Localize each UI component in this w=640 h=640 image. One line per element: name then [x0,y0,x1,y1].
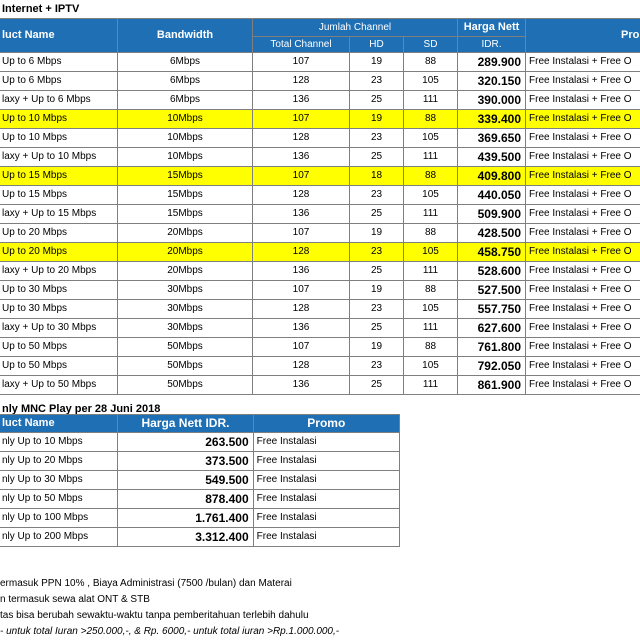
sd-cell: 105 [404,72,458,91]
price-cell: 263.500 [118,433,253,452]
sec-header-promo: Promo [253,415,399,433]
product-name: Up to 10 Mbps [0,129,118,148]
product-name: Up to 50 Mbps [0,357,118,376]
sd-cell: 105 [404,357,458,376]
product-name: nly Up to 100 Mbps [0,509,118,528]
price-cell: 1.761.400 [118,509,253,528]
table-row [0,528,400,547]
table-row [0,376,640,395]
price-cell: 527.500 [458,281,526,300]
header-jumlah-channel: Jumlah Channel [253,19,458,37]
internet-only-price-table [0,414,400,547]
sd-cell: 88 [404,167,458,186]
sd-cell: 111 [404,91,458,110]
promo-cell: Free Instalasi [253,490,399,509]
price-cell: 458.750 [458,243,526,262]
promo-cell: Free Instalasi + Free O [526,262,640,281]
sd-cell: 105 [404,129,458,148]
price-cell: 792.050 [458,357,526,376]
total-channel-cell: 128 [253,129,350,148]
total-channel-cell: 107 [253,224,350,243]
secondary-table-title: nly MNC Play per 28 Juni 2018 [2,403,161,415]
table-row [0,452,400,471]
table-row [0,490,400,509]
header-sd: SD [404,37,458,53]
promo-cell: Free Instalasi + Free O [526,338,640,357]
total-channel-cell: 136 [253,91,350,110]
product-name: Up to 20 Mbps [0,224,118,243]
bandwidth-cell: 50Mbps [118,357,253,376]
product-name: nly Up to 10 Mbps [0,433,118,452]
hd-cell: 23 [350,300,404,319]
promo-cell: Free Instalasi [253,509,399,528]
price-cell: 3.312.400 [118,528,253,547]
product-name: Up to 30 Mbps [0,281,118,300]
bandwidth-cell: 15Mbps [118,186,253,205]
product-name: Up to 50 Mbps [0,338,118,357]
promo-cell: Free Instalasi [253,471,399,490]
promo-cell: Free Instalasi + Free O [526,319,640,338]
table-row [0,509,400,528]
hd-cell: 23 [350,72,404,91]
product-name: laxy + Up to 20 Mbps [0,262,118,281]
total-channel-cell: 107 [253,53,350,72]
bandwidth-cell: 20Mbps [118,224,253,243]
sec-header-product-name: luct Name [0,415,118,433]
price-cell: 373.500 [118,452,253,471]
table-row [0,205,640,224]
total-channel-cell: 107 [253,110,350,129]
price-cell: 320.150 [458,72,526,91]
table-row [0,262,640,281]
sd-cell: 111 [404,148,458,167]
product-name: laxy + Up to 50 Mbps [0,376,118,395]
product-name: nly Up to 200 Mbps [0,528,118,547]
table-row [0,53,640,72]
hd-cell: 18 [350,167,404,186]
product-name: nly Up to 20 Mbps [0,452,118,471]
bandwidth-cell: 15Mbps [118,167,253,186]
main-price-table [0,18,640,395]
hd-cell: 25 [350,91,404,110]
sd-cell: 88 [404,110,458,129]
product-name: Up to 15 Mbps [0,167,118,186]
hd-cell: 19 [350,281,404,300]
promo-cell: Free Instalasi + Free O [526,300,640,319]
product-name: laxy + Up to 10 Mbps [0,148,118,167]
product-name: Up to 6 Mbps [0,72,118,91]
hd-cell: 23 [350,129,404,148]
promo-cell: Free Instalasi + Free O [526,167,640,186]
product-name: Up to 20 Mbps [0,243,118,262]
table-row [0,186,640,205]
table-row [0,433,400,452]
promo-cell: Free Instalasi + Free O [526,376,640,395]
promo-cell: Free Instalasi + Free O [526,129,640,148]
product-name: Up to 15 Mbps [0,186,118,205]
promo-cell: Free Instalasi + Free O [526,110,640,129]
table-row [0,338,640,357]
product-name: laxy + Up to 30 Mbps [0,319,118,338]
hd-cell: 25 [350,148,404,167]
promo-cell: Free Instalasi + Free O [526,186,640,205]
price-cell: 409.800 [458,167,526,186]
total-channel-cell: 128 [253,300,350,319]
header-promo: Pro [526,19,640,53]
hd-cell: 19 [350,224,404,243]
header-harga-nett: Harga Nett [458,19,526,37]
hd-cell: 19 [350,110,404,129]
sd-cell: 111 [404,205,458,224]
total-channel-cell: 128 [253,243,350,262]
price-cell: 557.750 [458,300,526,319]
note-1: ermasuk PPN 10% , Biaya Administrasi (7500 /bulan) dan Materai [0,578,292,589]
hd-cell: 23 [350,186,404,205]
note-3: tas bisa berubah sewaktu-waktu tanpa pemberitahuan terlebih dahulu [0,610,309,621]
product-name: laxy + Up to 6 Mbps [0,91,118,110]
price-cell: 549.500 [118,471,253,490]
hd-cell: 19 [350,338,404,357]
note-2: n termasuk sewa alat ONT & STB [0,594,150,605]
price-cell: 289.900 [458,53,526,72]
hd-cell: 23 [350,243,404,262]
price-cell: 339.400 [458,110,526,129]
table-row-highlighted [0,110,640,129]
price-cell: 439.500 [458,148,526,167]
total-channel-cell: 128 [253,186,350,205]
sd-cell: 105 [404,186,458,205]
product-name: laxy + Up to 15 Mbps [0,205,118,224]
promo-cell: Free Instalasi + Free O [526,91,640,110]
header-hd: HD [350,37,404,53]
product-name: nly Up to 50 Mbps [0,490,118,509]
total-channel-cell: 136 [253,319,350,338]
table-row-highlighted [0,167,640,186]
bandwidth-cell: 15Mbps [118,205,253,224]
bandwidth-cell: 20Mbps [118,243,253,262]
price-cell: 878.400 [118,490,253,509]
price-cell: 440.050 [458,186,526,205]
product-name: Up to 10 Mbps [0,110,118,129]
total-channel-cell: 136 [253,148,350,167]
bandwidth-cell: 30Mbps [118,300,253,319]
promo-cell: Free Instalasi + Free O [526,357,640,376]
sd-cell: 111 [404,262,458,281]
total-channel-cell: 128 [253,357,350,376]
table-row [0,224,640,243]
bandwidth-cell: 6Mbps [118,53,253,72]
header-idr: IDR. [458,37,526,53]
promo-cell: Free Instalasi + Free O [526,243,640,262]
bandwidth-cell: 50Mbps [118,338,253,357]
sec-header-harga: Harga Nett IDR. [118,415,253,433]
hd-cell: 23 [350,357,404,376]
table-row [0,357,640,376]
product-name: Up to 6 Mbps [0,53,118,72]
table-row [0,148,640,167]
table-row [0,300,640,319]
table-row [0,72,640,91]
sd-cell: 88 [404,224,458,243]
sd-cell: 88 [404,281,458,300]
price-cell: 390.000 [458,91,526,110]
header-product-name: luct Name [0,19,118,53]
bandwidth-cell: 10Mbps [118,129,253,148]
promo-cell: Free Instalasi + Free O [526,224,640,243]
hd-cell: 25 [350,376,404,395]
sd-cell: 111 [404,319,458,338]
promo-cell: Free Instalasi [253,452,399,471]
bandwidth-cell: 10Mbps [118,148,253,167]
table-row [0,91,640,110]
bandwidth-cell: 6Mbps [118,72,253,91]
price-cell: 509.900 [458,205,526,224]
sd-cell: 105 [404,300,458,319]
product-name: Up to 30 Mbps [0,300,118,319]
main-table-title: Internet + IPTV [2,3,80,15]
promo-cell: Free Instalasi + Free O [526,148,640,167]
price-cell: 627.600 [458,319,526,338]
promo-cell: Free Instalasi [253,433,399,452]
total-channel-cell: 136 [253,376,350,395]
promo-cell: Free Instalasi + Free O [526,72,640,91]
bandwidth-cell: 10Mbps [118,110,253,129]
table-row [0,319,640,338]
price-cell: 761.800 [458,338,526,357]
sd-cell: 105 [404,243,458,262]
price-cell: 428.500 [458,224,526,243]
hd-cell: 25 [350,205,404,224]
total-channel-cell: 136 [253,205,350,224]
price-cell: 861.900 [458,376,526,395]
product-name: nly Up to 30 Mbps [0,471,118,490]
promo-cell: Free Instalasi [253,528,399,547]
bandwidth-cell: 30Mbps [118,319,253,338]
header-bandwidth: Bandwidth [118,19,253,53]
promo-cell: Free Instalasi + Free O [526,205,640,224]
bandwidth-cell: 30Mbps [118,281,253,300]
sd-cell: 88 [404,338,458,357]
total-channel-cell: 107 [253,281,350,300]
table-row-highlighted [0,243,640,262]
header-total-channel: Total Channel [253,37,350,53]
bandwidth-cell: 6Mbps [118,91,253,110]
total-channel-cell: 136 [253,262,350,281]
total-channel-cell: 128 [253,72,350,91]
note-4: - untuk total Iuran >250.000,-, & Rp. 6000,- untuk total iuran >Rp.1.000.000,- [0,626,340,637]
price-cell: 528.600 [458,262,526,281]
bandwidth-cell: 50Mbps [118,376,253,395]
hd-cell: 19 [350,53,404,72]
promo-cell: Free Instalasi + Free O [526,281,640,300]
table-row [0,471,400,490]
sd-cell: 111 [404,376,458,395]
table-row [0,281,640,300]
sd-cell: 88 [404,53,458,72]
total-channel-cell: 107 [253,167,350,186]
total-channel-cell: 107 [253,338,350,357]
promo-cell: Free Instalasi + Free O [526,53,640,72]
hd-cell: 25 [350,262,404,281]
table-row [0,129,640,148]
hd-cell: 25 [350,319,404,338]
bandwidth-cell: 20Mbps [118,262,253,281]
price-cell: 369.650 [458,129,526,148]
